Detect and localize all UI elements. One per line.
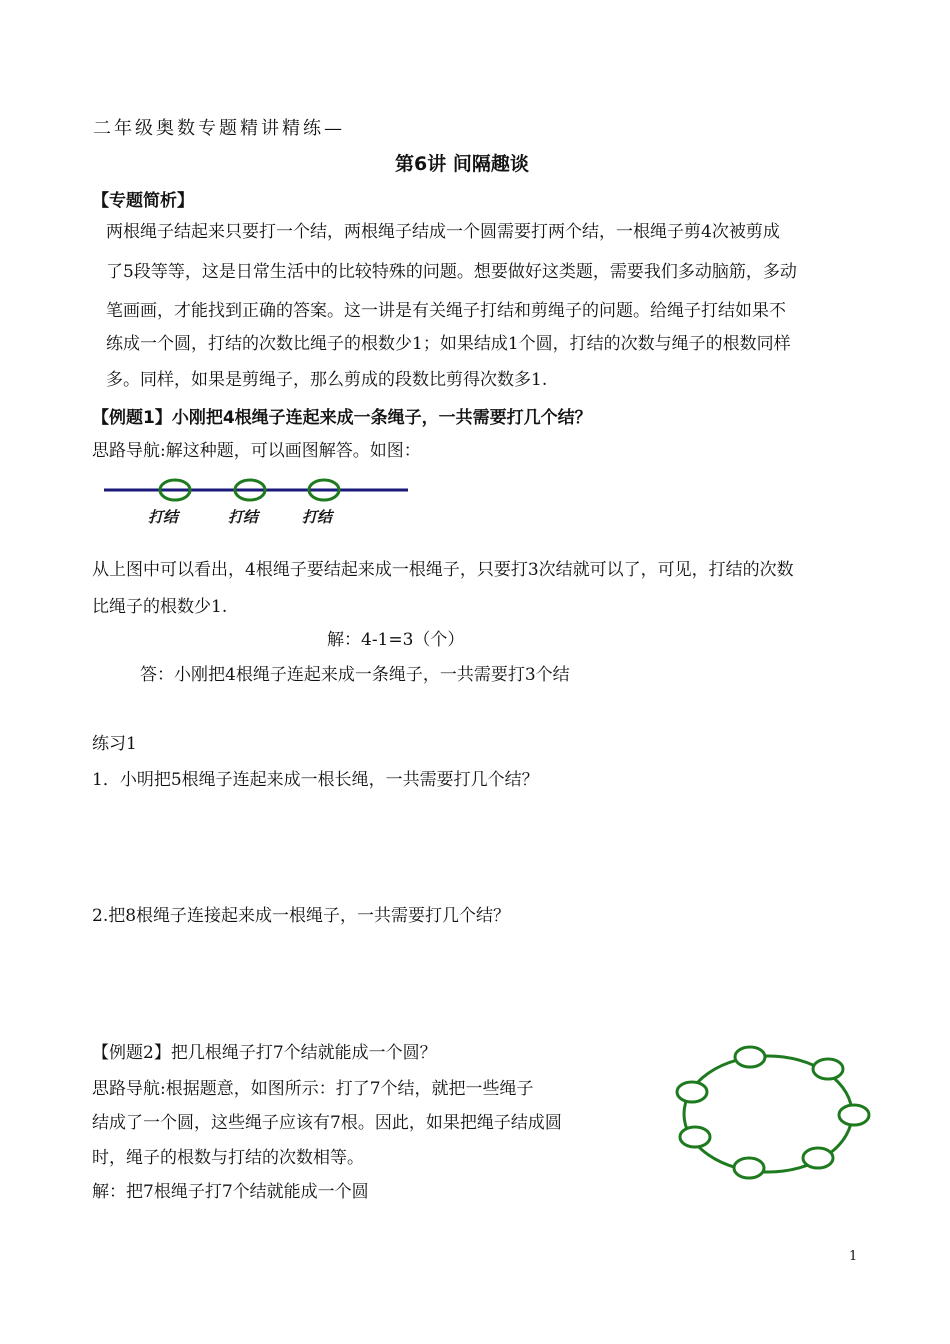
example1-heading bbox=[92, 408, 592, 428]
example2-line: 思路导航:根据题意，如图所示：打了7个结，就把一些绳子 bbox=[92, 1079, 534, 1099]
example1-explain-line: 从上图中可以看出，4根绳子要结起来成一根绳子，只要打3次结就可以了，可见，打结的次数 bbox=[92, 560, 794, 580]
example1-label: 【例题1】 bbox=[92, 408, 172, 428]
rope-circle-diagram bbox=[670, 1042, 875, 1187]
document-header: 二年级奥数专题精讲精练— bbox=[93, 118, 345, 139]
knot-circle bbox=[677, 1082, 707, 1102]
knot-circle bbox=[734, 1158, 764, 1178]
knot-label: 打结 bbox=[228, 508, 259, 526]
page-number: 1 bbox=[849, 1249, 858, 1264]
intro-line: 多。同样，如果是剪绳子，那么剪成的段数比剪得次数多1. bbox=[106, 370, 548, 390]
intro-line: 笔画画，才能找到正确的答案。这一讲是有关绳子打结和剪绳子的问题。给绳子打结如果不 bbox=[106, 301, 786, 321]
example1-solution: 解：4-1=3（个） bbox=[327, 630, 465, 650]
knot-circle bbox=[735, 1047, 765, 1067]
example1-answer: 答：小刚把4根绳子连起来成一条绳子，一共需要打3个结 bbox=[140, 665, 570, 685]
example1-question: 小刚把4根绳子连起来成一条绳子，一共需要打几个结？ bbox=[171, 408, 592, 428]
example1-hint: 思路导航:解这种题，可以画图解答。如图： bbox=[92, 441, 421, 461]
example2-solution: 解：把7根绳子打7个结就能成一个圆 bbox=[92, 1182, 369, 1202]
lecture-title: 第6讲 间隔趣谈 bbox=[395, 153, 529, 175]
knot-circle bbox=[813, 1059, 843, 1079]
knot-label: 打结 bbox=[302, 508, 333, 526]
practice1-question-1: 1．小明把5根绳子连起来成一根长绳，一共需要打几个结？ bbox=[92, 770, 539, 790]
example2-line: 时，绳子的根数与打结的次数相等。 bbox=[92, 1148, 364, 1168]
example2-line: 结成了一个圆，这些绳子应该有7根。因此，如果把绳子结成圆 bbox=[92, 1113, 562, 1133]
example1-explain-line: 比绳子的根数少1. bbox=[92, 597, 228, 617]
knot-circle bbox=[680, 1127, 710, 1147]
intro-line: 两根绳子结起来只要打一个结，两根绳子结成一个圆需要打两个结，一根绳子剪4次被剪成 bbox=[106, 222, 780, 242]
practice1-question-2: 2.把8根绳子连接起来成一根绳子，一共需要打几个结？ bbox=[92, 906, 511, 926]
knot-label: 打结 bbox=[148, 508, 179, 526]
intro-line: 练成一个圆，打结的次数比绳子的根数少1；如果结成1个圆，打结的次数与绳子的根数同样 bbox=[106, 334, 791, 354]
section-label: 【专题简析】 bbox=[92, 191, 194, 211]
knot-circle bbox=[803, 1148, 833, 1168]
practice1-title: 练习1 bbox=[92, 734, 137, 754]
intro-line: 了5段等等，这是日常生活中的比较特殊的问题。想要做好这类题，需要我们多动脑筋，多动 bbox=[106, 262, 797, 282]
knot-circle bbox=[839, 1105, 869, 1125]
example2-question: 【例题2】把几根绳子打7个结就能成一个圆？ bbox=[92, 1043, 437, 1063]
